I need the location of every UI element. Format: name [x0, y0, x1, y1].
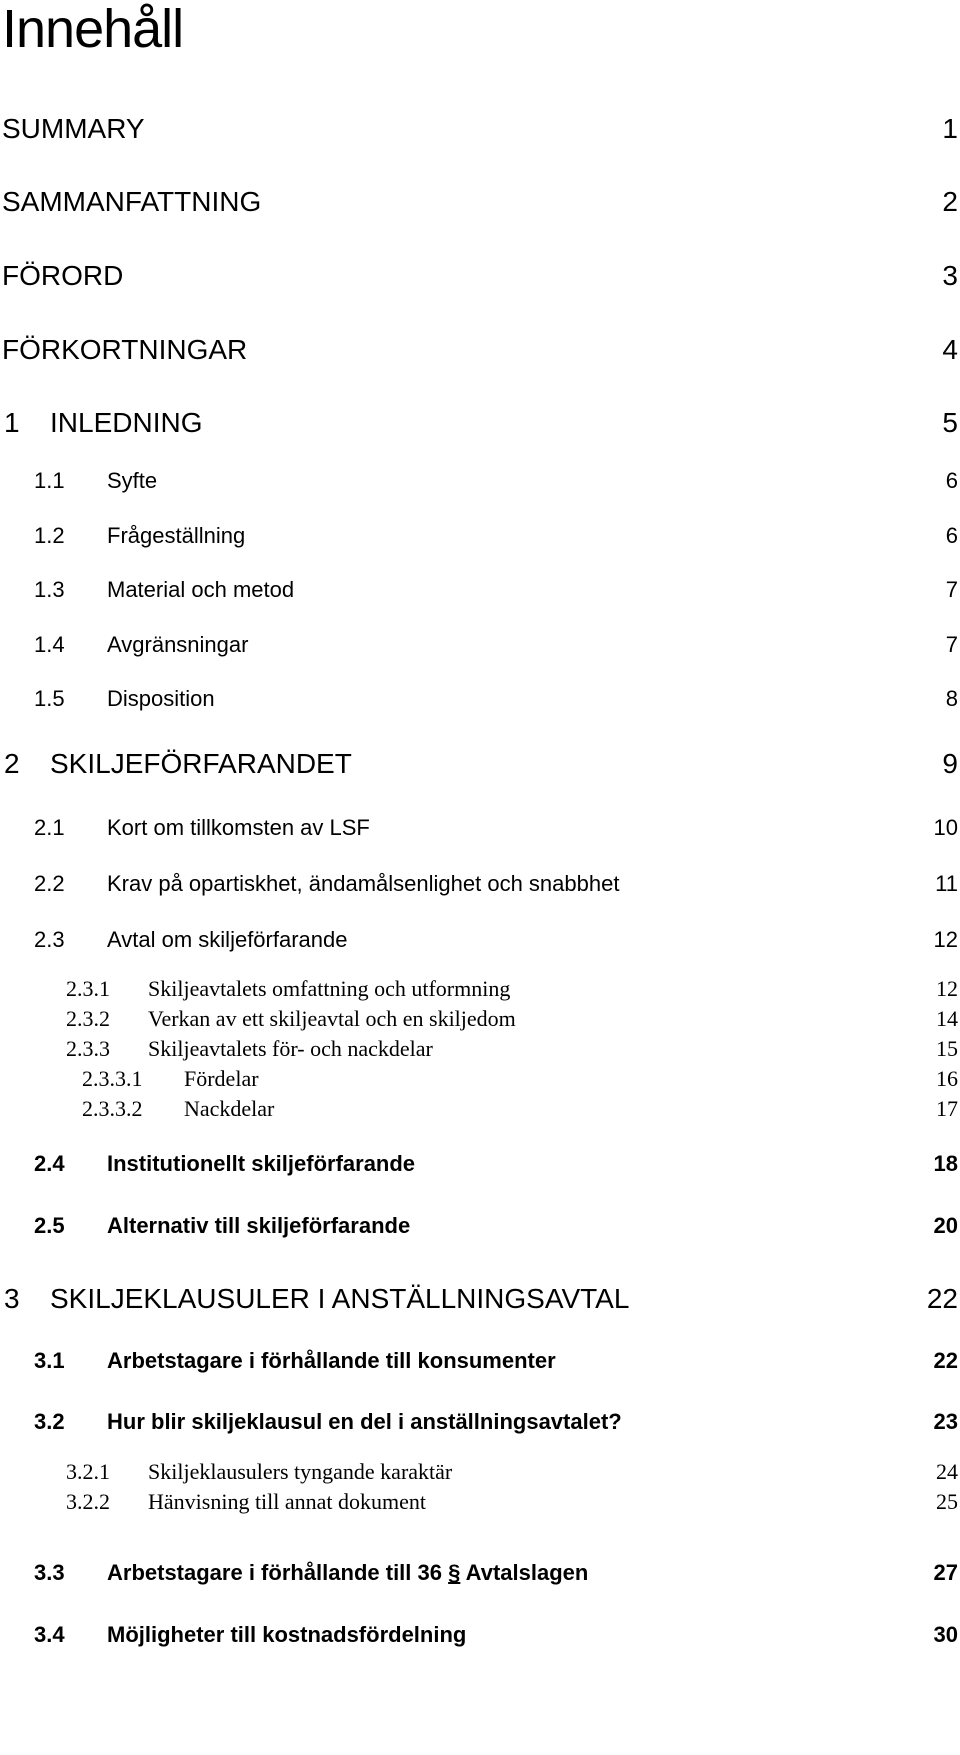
- toc-subsection-2-3-1[interactable]: [0, 976, 958, 1002]
- toc-page-number: 11: [935, 871, 958, 896]
- toc-subsubsection-2-3-3-2[interactable]: [0, 1096, 958, 1122]
- toc-entry-text-a: Arbetstagare i förhållande till 36: [107, 1560, 442, 1585]
- toc-entry-summary[interactable]: [0, 112, 958, 146]
- toc-number: 2: [4, 748, 20, 779]
- toc-number: 3.2.2: [66, 1489, 110, 1514]
- toc-entry-text: Nackdelar: [184, 1096, 275, 1121]
- toc-number: 1.5: [34, 686, 65, 711]
- toc-entry-text: Institutionellt skiljeförfarande: [107, 1151, 416, 1176]
- toc-entry-sammanfattning[interactable]: [0, 185, 958, 219]
- toc-entry-text: Hur blir skiljeklausul en del i anställningsavtalet?: [107, 1409, 622, 1434]
- page-title: Innehåll: [2, 0, 184, 59]
- toc-entry-text: Verkan av ett skiljeavtal och en skiljedom: [148, 1006, 516, 1031]
- toc-entry-text: Krav på opartiskhet, ändamålsenlighet och snabbhet: [107, 871, 620, 896]
- toc-number: 3.2: [34, 1409, 65, 1434]
- toc-entry-text: Kort om tillkomsten av LSF: [107, 815, 370, 840]
- toc-entry-forord[interactable]: [0, 259, 958, 293]
- toc-number: 1: [4, 407, 20, 438]
- toc-subsection-2-3-2[interactable]: [0, 1006, 958, 1032]
- toc-number: 3.2.1: [66, 1459, 110, 1484]
- toc-entry-text: Disposition: [107, 686, 215, 711]
- toc-number: 1.1: [34, 468, 65, 493]
- toc-page-number: 6: [945, 523, 958, 548]
- toc-page-number: 24: [936, 1459, 958, 1484]
- toc-entry-text: FÖRKORTNINGAR: [2, 334, 248, 365]
- toc-entry-text: Skiljeavtalets för- och nackdelar: [148, 1036, 433, 1061]
- toc-number: 2.2: [34, 871, 65, 896]
- toc-number: 2.3.3.2: [82, 1096, 143, 1121]
- toc-page-number: 7: [945, 577, 958, 602]
- toc-page-number: 4: [942, 334, 958, 365]
- toc-entry-text: FÖRORD: [2, 260, 124, 291]
- toc-number: 3.3: [34, 1560, 65, 1585]
- toc-subsection-3-2-2[interactable]: [0, 1489, 958, 1515]
- toc-page-number: 30: [933, 1622, 958, 1647]
- toc-entry-text: Material och metod: [107, 577, 295, 602]
- toc-page-number: 27: [933, 1560, 958, 1585]
- toc-section-1-5[interactable]: [0, 685, 958, 713]
- toc-entry-text: Avtal om skiljeförfarande: [107, 927, 348, 952]
- toc-entry-text: SKILJEFÖRFARANDET: [50, 748, 352, 779]
- toc-page-number: 17: [936, 1096, 958, 1121]
- toc-page-number: 14: [936, 1006, 958, 1031]
- toc-page-number: 1: [942, 113, 958, 144]
- toc-page-number: 6: [945, 468, 958, 493]
- toc-section-2-5[interactable]: [0, 1212, 958, 1240]
- toc-section-2-3[interactable]: [0, 926, 958, 954]
- toc-number: 2.3.3.1: [82, 1066, 143, 1091]
- toc-number: 1.2: [34, 523, 65, 548]
- toc-entry-text: Fördelar: [184, 1066, 259, 1091]
- toc-entry-text: SKILJEKLAUSULER I ANSTÄLLNINGSAVTAL: [50, 1283, 630, 1314]
- toc-page-number: 5: [942, 407, 958, 438]
- toc-section-2-1[interactable]: [0, 814, 958, 842]
- toc-number: 1.4: [34, 632, 65, 657]
- toc-section-1-1[interactable]: [0, 467, 958, 495]
- toc-entry-text: Skiljeklausulers tyngande karaktär: [148, 1459, 453, 1484]
- toc-page-number: 10: [933, 815, 958, 840]
- toc-page-number: 3: [942, 260, 958, 291]
- toc-page-number: 23: [933, 1409, 958, 1434]
- toc-section-2-2[interactable]: [0, 870, 958, 898]
- toc-entry-text: SAMMANFATTNING: [2, 186, 262, 217]
- toc-page-number: 18: [933, 1151, 958, 1176]
- toc-number: 3: [4, 1283, 20, 1314]
- toc-entry-text: Skiljeavtalets omfattning och utformning: [148, 976, 511, 1001]
- toc-page-number: 9: [942, 748, 958, 779]
- toc-number: 2.5: [34, 1213, 65, 1238]
- toc-entry-text-b: Avtalslagen: [465, 1560, 589, 1585]
- toc-entry-text: Avgränsningar: [107, 632, 249, 657]
- toc-entry-text: Hänvisning till annat dokument: [148, 1489, 427, 1514]
- toc-page-number: 25: [936, 1489, 958, 1514]
- toc-number: 2.4: [34, 1151, 65, 1176]
- toc-page-number: 22: [926, 1283, 958, 1314]
- toc-chapter-3[interactable]: [0, 1282, 958, 1316]
- toc-section-3-1[interactable]: [0, 1347, 958, 1375]
- toc-number: 2.3.2: [66, 1006, 110, 1031]
- toc-page-number: 15: [936, 1036, 958, 1061]
- toc-page-number: 2: [942, 186, 958, 217]
- toc-chapter-1[interactable]: [0, 406, 958, 440]
- toc-section-3-2[interactable]: [0, 1408, 958, 1436]
- toc-page-number: 22: [933, 1348, 958, 1373]
- toc-page-number: 20: [933, 1213, 958, 1238]
- toc-section-3-3[interactable]: [0, 1559, 958, 1587]
- toc-number: 2.3: [34, 927, 65, 952]
- toc-entry-text: INLEDNING: [50, 407, 203, 438]
- toc-entry-text: [107, 1559, 588, 1587]
- toc-page-number: 16: [936, 1066, 958, 1091]
- toc-subsection-3-2-1[interactable]: [0, 1459, 958, 1485]
- toc-chapter-2[interactable]: [0, 747, 958, 781]
- toc-section-1-4[interactable]: [0, 631, 958, 659]
- toc-number: 2.1: [34, 815, 65, 840]
- toc-number: 2.3.3: [66, 1036, 110, 1061]
- section-sign: §: [448, 1560, 461, 1585]
- toc-entry-forkortningar[interactable]: [0, 333, 958, 367]
- toc-entry-text: Syfte: [107, 468, 158, 493]
- toc-page-number: 12: [936, 976, 958, 1001]
- toc-section-1-2[interactable]: [0, 522, 958, 550]
- toc-entry-text: Frågeställning: [107, 523, 246, 548]
- toc-number: 3.4: [34, 1622, 65, 1647]
- toc-section-1-3[interactable]: [0, 576, 958, 604]
- toc-section-2-4[interactable]: [0, 1150, 958, 1178]
- toc-entry-text: Alternativ till skiljeförfarande: [107, 1213, 411, 1238]
- toc-entry-text: Möjligheter till kostnadsfördelning: [107, 1622, 467, 1647]
- toc-page-number: 7: [945, 632, 958, 657]
- toc-entry-text: Arbetstagare i förhållande till konsumenter: [107, 1348, 556, 1373]
- toc-number: 3.1: [34, 1348, 65, 1373]
- toc-page-number: 12: [933, 927, 958, 952]
- toc-subsubsection-2-3-3-1[interactable]: [0, 1066, 958, 1092]
- toc-number: 1.3: [34, 577, 65, 602]
- toc-page-number: 8: [945, 686, 958, 711]
- toc-section-3-4[interactable]: [0, 1621, 958, 1649]
- toc-number: 2.3.1: [66, 976, 110, 1001]
- toc-subsection-2-3-3[interactable]: [0, 1036, 958, 1062]
- toc-entry-text: SUMMARY: [2, 113, 145, 144]
